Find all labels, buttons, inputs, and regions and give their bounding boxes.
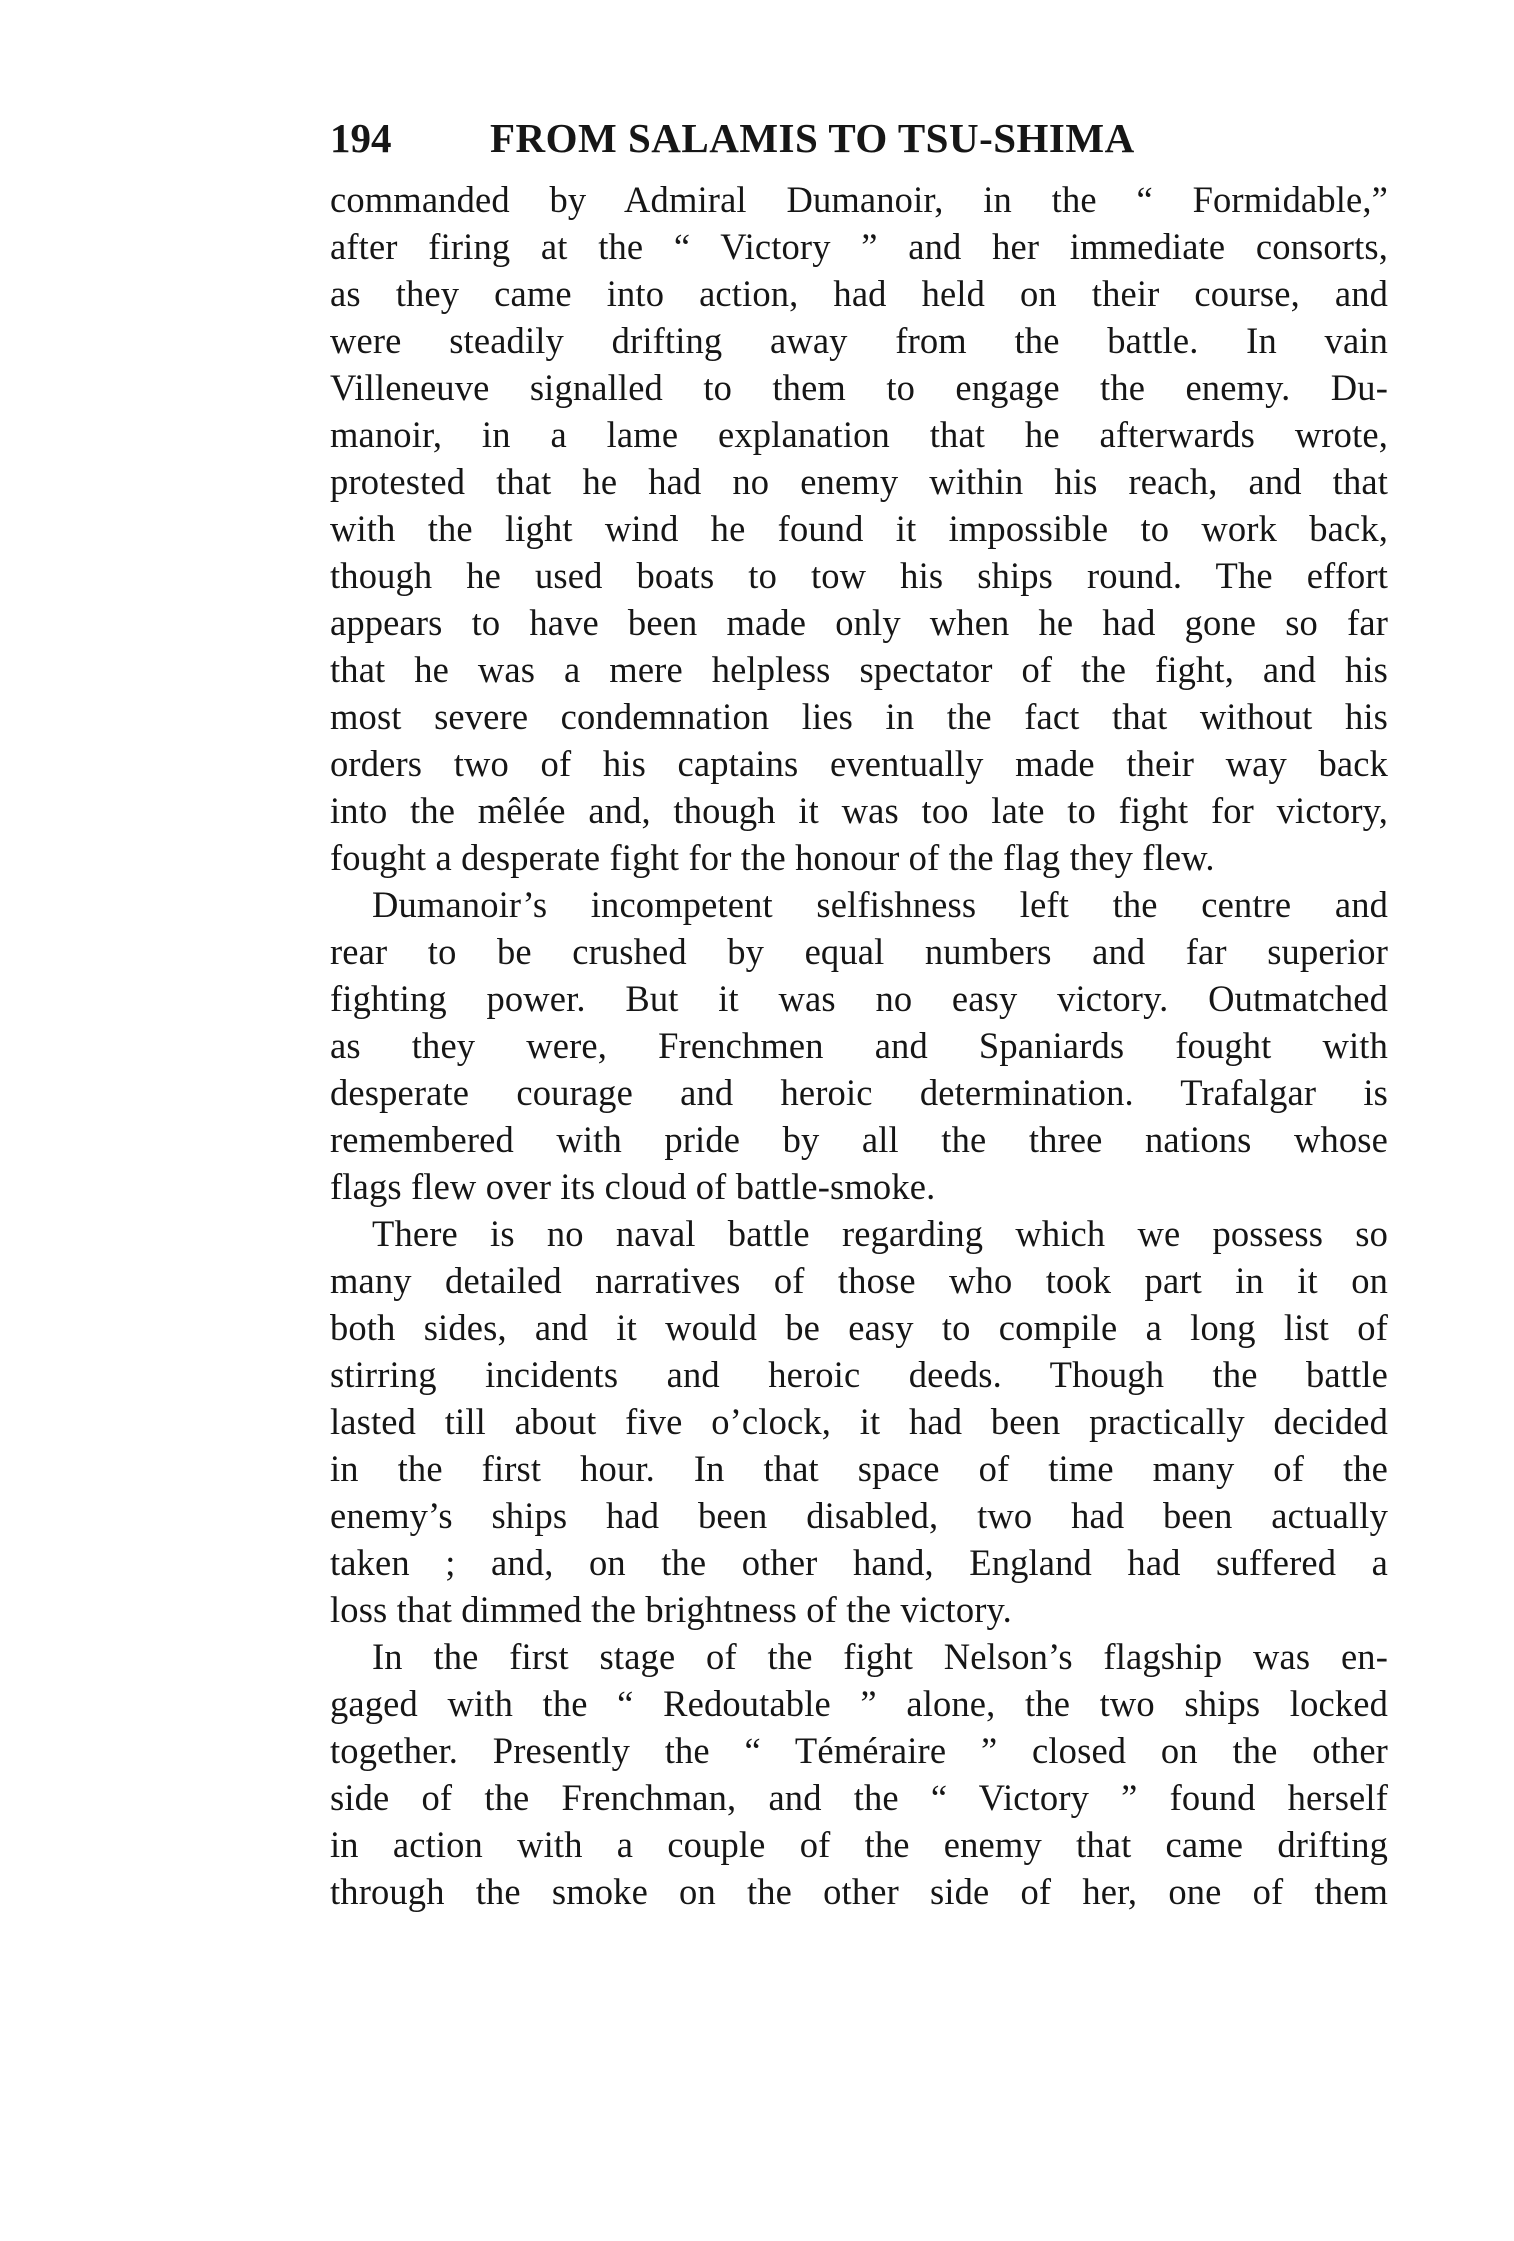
text-line: into the mêlée and, though it was too late to fight for victory, [330,790,1388,831]
paragraph [330,176,1388,881]
running-head [330,108,1390,168]
running-title: FROM SALAMIS TO TSU-SHIMA [490,115,1135,161]
text-line: Dumanoir’s incompetent selfishness left the centre and [372,884,1388,925]
text-line: In the first stage of the fight Nelson’s flagship was en- [372,1636,1388,1677]
text-line: remembered with pride by all the three nations whose [330,1119,1388,1160]
text-line: flags flew over its cloud of battle-smoke. [330,1166,936,1207]
text-line: in action with a couple of the enemy that came drifting [330,1824,1388,1865]
text-line: both sides, and it would be easy to compile a long list of [330,1307,1388,1348]
paragraph [330,881,1388,1210]
text-line: were steadily drifting away from the battle. In vain [330,320,1388,361]
text-line: loss that dimmed the brightness of the victory. [330,1589,1012,1630]
text-line: with the light wind he found it impossible to work back, [330,508,1388,549]
paragraph [330,1633,1388,1915]
text-line: manoir, in a lame explanation that he afterwards wrote, [330,414,1388,455]
text-line: together. Presently the “ Téméraire ” closed on the other [330,1730,1388,1771]
text-line: in the first hour. In that space of time many of the [330,1448,1388,1489]
text-line: that he was a mere helpless spectator of the fight, and his [330,649,1388,690]
text-line: appears to have been made only when he had gone so far [330,602,1388,643]
text-line: after firing at the “ Victory ” and her immediate consorts, [330,226,1388,267]
paragraph [330,1210,1388,1633]
text-line: fought a desperate fight for the honour of the flag they flew. [330,837,1215,878]
text-line: protested that he had no enemy within his reach, and that [330,461,1388,502]
text-line: taken ; and, on the other hand, England had suffered a [330,1542,1388,1583]
text-line: orders two of his captains eventually made their way back [330,743,1388,784]
text-line: desperate courage and heroic determination. Trafalgar is [330,1072,1388,1113]
text-line: There is no naval battle regarding which we possess so [372,1213,1388,1254]
text-line: though he used boats to tow his ships round. The effort [330,555,1388,596]
text-line: commanded by Admiral Dumanoir, in the “ Formidable,” [330,179,1388,220]
text-line: side of the Frenchman, and the “ Victory ” found herself [330,1777,1388,1818]
page-number: 194 [330,115,392,161]
text-line: gaged with the “ Redoutable ” alone, the two ships locked [330,1683,1388,1724]
text-line: fighting power. But it was no easy victory. Outmatched [330,978,1388,1019]
text-line: rear to be crushed by equal numbers and far superior [330,931,1388,972]
text-line: stirring incidents and heroic deeds. Though the battle [330,1354,1388,1395]
text-line: through the smoke on the other side of her, one of them [330,1871,1388,1912]
text-line: enemy’s ships had been disabled, two had been actually [330,1495,1388,1536]
body-text [330,176,1388,1915]
text-line: as they were, Frenchmen and Spaniards fought with [330,1025,1388,1066]
text-line: as they came into action, had held on their course, and [330,273,1388,314]
text-line: many detailed narratives of those who took part in it on [330,1260,1388,1301]
text-line: lasted till about five o’clock, it had been practically decided [330,1401,1388,1442]
text-line: most severe condemnation lies in the fact that without his [330,696,1388,737]
text-line: Villeneuve signalled to them to engage the enemy. Du- [330,367,1388,408]
